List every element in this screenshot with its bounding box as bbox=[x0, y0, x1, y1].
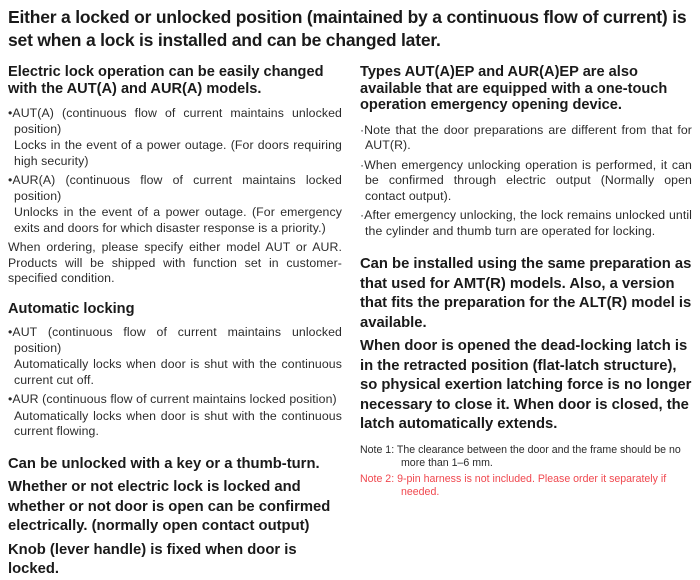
bullet-aur-desc: Automatically locks when door is shut with the continuous current flowing. bbox=[14, 408, 342, 438]
bullet-aut-term: •AUT (continuous flow of current maintains unlocked position) bbox=[8, 325, 342, 355]
bullet-aut-a-desc: Locks in the event of a power outage. (For doors requiring high security) bbox=[14, 138, 342, 168]
feature-knob-fixed: Knob (lever handle) is fixed when door is locked. bbox=[8, 541, 297, 577]
section-heading-automatic-locking: Automatic locking bbox=[8, 300, 135, 317]
right-column bbox=[360, 64, 692, 580]
section-heading-models: Electric lock operation can be easily changed with the AUT(A) and AUR(A) models. bbox=[8, 64, 324, 97]
bullet-aur-term: •AUR (continuous flow of current maintains locked position) bbox=[8, 392, 337, 406]
page-headline: Either a locked or unlocked position (maintained by a continuous flow of current) is set when a lock is installed and can be changed later. bbox=[8, 7, 687, 50]
section-heading-ep-types: Types AUT(A)EP and AUR(A)EP are also available that are equipped with a one-touch operation emergency opening device. bbox=[359, 64, 668, 113]
bullet-aut-desc: Automatically locks when door is shut with the continuous current cut off. bbox=[14, 357, 342, 387]
left-column bbox=[8, 64, 342, 580]
bullet-aur-a-term: •AUR(A) (continuous flow of current maintains locked position) bbox=[8, 173, 342, 203]
feature-key-thumbturn: Can be unlocked with a key or a thumb-turn. bbox=[8, 455, 320, 472]
feature-same-preparation: Can be installed using the same preparation as that used for AMT(R) models. Also, a version that fits the preparation for the ALT(R) model is available. bbox=[359, 256, 692, 331]
bullet-aut-a-term: •AUT(A) (continuous flow of current maintains unlocked position) bbox=[8, 106, 342, 136]
two-column-layout bbox=[8, 64, 692, 580]
footnote-2: Note 2: 9-pin harness is not included. Please order it separately if needed. bbox=[359, 472, 667, 498]
feature-electric-confirmation: Whether or not electric lock is locked and whether or not door is open can be confirmed electrically. (normally open contact output) bbox=[8, 479, 331, 534]
ordering-note: When ordering, please specify either model AUT or AUR. Products will be shipped with function set in customer-specified condition. bbox=[8, 240, 342, 285]
ep-note-door-preparations: ·Note that the door preparations are different from that for AUT(R). bbox=[359, 122, 692, 152]
feature-dead-locking-latch: When door is opened the dead-locking latch is in the retracted position (flat-latch structure), so physical exertion latching force is no longer necessary to close it. When door is closed, the latch automatically extends. bbox=[359, 338, 692, 432]
ep-note-electric-output: ·When emergency unlocking operation is performed, it can be confirmed through electric output (Normally open contact output). bbox=[359, 157, 692, 203]
bullet-aur-a-desc: Unlocks in the event of a power outage. (For emergency exits and doors for which disaster response is a priority.) bbox=[14, 205, 342, 235]
footnote-1: Note 1: The clearance between the door and the frame should be no more than 1–6 mm. bbox=[359, 443, 681, 469]
ep-note-remains-unlocked: ·After emergency unlocking, the lock remains unlocked until the cylinder and thumb turn are operated for locking. bbox=[359, 208, 692, 238]
